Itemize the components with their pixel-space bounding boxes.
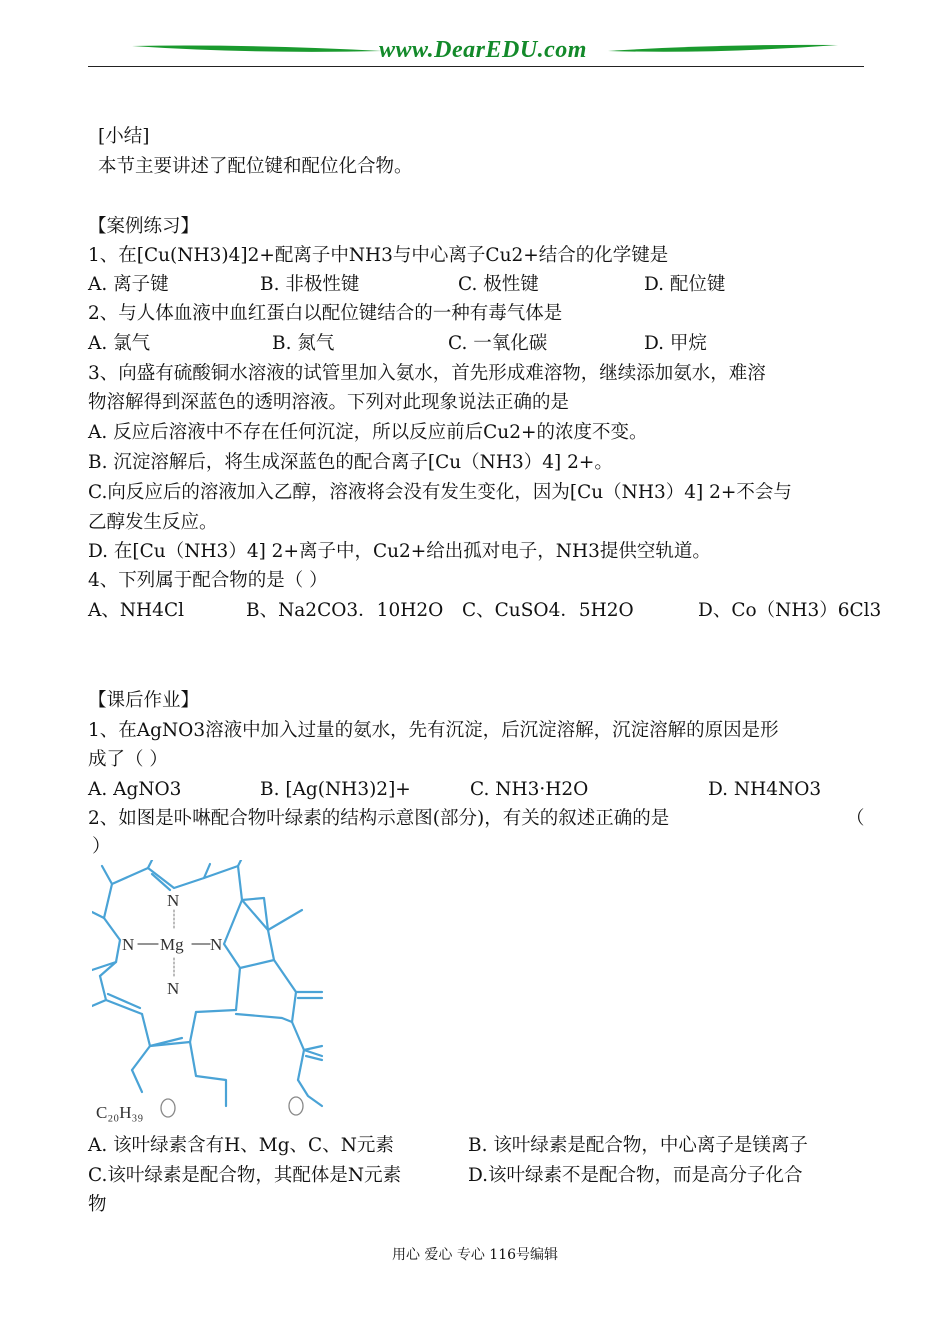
exercise-q3-option-a: A. 反应后溶液中不存在任何沉淀，所以反应前后Cu2+的浓度不变。 [88,422,648,443]
exercise-q3-stem-line1: 3、向盛有硫酸铜水溶液的试管里加入氨水，首先形成难溶物，继续添加氨水，难溶 [88,363,766,384]
option-c: C. NH3·H2O [470,779,589,800]
option-d: D. 配位键 [644,274,726,295]
exercise-q3-option-d: D. 在[Cu（NH3）4] 2+离子中，Cu2+给出孤对电子，NH3提供空轨道。 [88,541,711,562]
homework-q2-paren-open: （ [846,808,865,829]
nitrogen-label-top: N [167,891,180,910]
homework-q2-option-d-line2: 物 [88,1194,107,1215]
page-header [88,34,864,70]
nitrogen-label-bottom: N [167,979,180,998]
header-rule [88,66,864,67]
exercise-q4-stem: 4、下列属于配合物的是（ ） [88,570,328,591]
homework-q2-stem-line1: 2、如图是卟啉配合物叶绿素的结构示意图(部分)，有关的叙述正确的是 [88,808,670,829]
option-d: D. 甲烷 [644,333,707,354]
exercise-q3-option-c-line2: 乙醇发生反应。 [88,512,218,533]
option-b: B. 非极性键 [260,274,360,295]
option-b: B. 氮气 [272,333,335,354]
exercise-q1-stem: 1、在[Cu(NH3)4]2+配离子中NH3与中心离子Cu2+结合的化学键是 [88,245,669,266]
page-footer: 用心 爱心 专心 116号编辑 [391,1247,559,1263]
option-a: A、NH4Cl [88,600,185,621]
homework-q1-stem-line1: 1、在AgNO3溶液中加入过量的氨水，先有沉淀，后沉淀溶解，沉淀溶解的原因是形 [88,720,779,741]
homework-q2-option-c: C.该叶绿素是配合物，其配体是N元素 [88,1165,402,1186]
option-a: A. 氯气 [88,333,151,354]
homework-q1-stem-line2: 成了（ ） [88,749,168,770]
homework-q2-option-d-line1: D.该叶绿素不是配合物，而是高分子化合 [468,1165,803,1186]
exercise-q3-option-b: B. 沉淀溶解后，将生成深蓝色的配合离子[Cu（NH3）4] 2+。 [88,452,613,473]
summary-text: 本节主要讲述了配位键和配位化合物。 [98,156,413,177]
phytyl-group-label: C₂₀H₃₉ [96,1103,144,1122]
option-a: A. AgNO3 [88,779,182,800]
homework-heading: 【课后作业】 [88,690,200,711]
option-a: A. 离子键 [88,274,169,295]
exercise-heading: 【案例练习】 [88,216,200,237]
exercise-q3-option-c-line1: C.向反应后的溶液加入乙醇，溶液将会没有发生变化，因为[Cu（NH3）4] 2+不会与 [88,482,792,503]
homework-q2-stem-line2: ） [92,836,111,857]
magnesium-label: Mg [160,935,184,954]
right-swoosh-decoration [608,42,838,56]
exercise-q2-stem: 2、与人体血液中血红蛋白以配位键结合的一种有毒气体是 [88,303,563,324]
brand-logo-text: www.DearEDU.com [379,37,587,63]
chlorophyll-structure-diagram [92,860,328,1122]
option-b: B、Na2CO3．10H2O [246,600,444,621]
option-d: D. NH4NO3 [708,779,822,800]
nitrogen-label-left: N [122,935,135,954]
option-d: D、Co（NH3）6Cl3 [698,600,882,621]
option-c: C、CuSO4．5H2O [462,600,634,621]
exercise-q3-stem-line2: 物溶解得到深蓝色的透明溶液。下列对此现象说法正确的是 [88,392,570,413]
summary-title: [小结] [98,126,150,147]
option-c: C. 极性键 [458,274,539,295]
option-b: B. [Ag(NH3)2]+ [260,779,411,800]
option-c: C. 一氧化碳 [448,333,548,354]
homework-q2-option-a: A. 该叶绿素含有H、Mg、C、N元素 [88,1135,394,1156]
nitrogen-label-right: N [210,935,223,954]
homework-q2-option-b: B. 该叶绿素是配合物，中心离子是镁离子 [468,1135,808,1156]
